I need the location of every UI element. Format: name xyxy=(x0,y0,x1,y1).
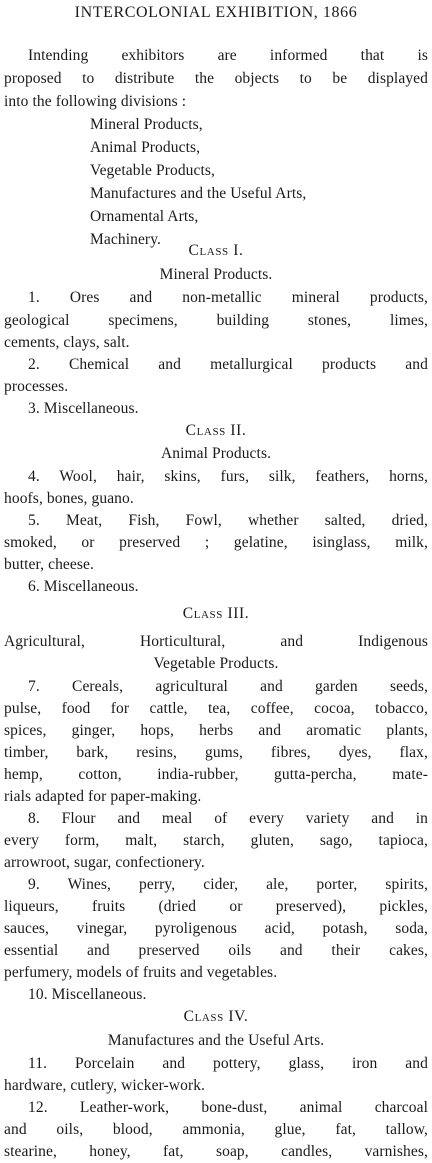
division-item: Ornamental Arts, xyxy=(90,208,199,225)
article-title: INTERCOLONIAL EXHIBITION, 1866 xyxy=(74,4,358,21)
class-item-line: 11. Porcelain and pottery, glass, iron and xyxy=(28,1055,428,1072)
class-item-line: 2. Chemical and metallurgical products and xyxy=(28,356,428,373)
class-item-line: sauces, vinegar, pyroligenous acid, potash, soda, xyxy=(4,920,428,937)
class-item-line: 3. Miscellaneous. xyxy=(28,400,139,417)
division-item: Machinery. xyxy=(90,231,162,248)
class-item-line: butter, cheese. xyxy=(4,556,94,573)
class-heading: Class I. xyxy=(188,242,244,259)
class-item-line: processes. xyxy=(4,378,69,395)
class-item-line: every form, malt, starch, gluten, sago, tapioca, xyxy=(4,832,428,849)
class-item-line: rials adapted for paper-making. xyxy=(4,788,202,805)
class-name: Vegetable Products. xyxy=(153,655,279,672)
class-heading: Class II. xyxy=(185,422,247,439)
class-item-line: perfumery, models of fruits and vegetables. xyxy=(4,964,278,981)
division-item: Mineral Products, xyxy=(90,116,203,133)
class-item-line: 7. Cereals, agricultural and garden seeds, xyxy=(28,678,428,695)
class-name: Manufactures and the Useful Arts. xyxy=(107,1032,325,1049)
class-item-line: 6. Miscellaneous. xyxy=(28,578,139,595)
division-item: Vegetable Products, xyxy=(90,162,216,179)
class-item-line: 1. Ores and non-metallic mineral products, xyxy=(28,289,428,306)
class-item-line: liqueurs, fruits (dried or preserved), pickles, xyxy=(4,898,428,915)
class-item-line: 12. Leather-work, bone-dust, animal charcoal xyxy=(28,1099,428,1116)
class-item-line: 10. Miscellaneous. xyxy=(28,986,147,1003)
division-item: Manufactures and the Useful Arts, xyxy=(90,185,307,202)
class-item-line: smoked, or preserved ; gelatine, isinglass, milk, xyxy=(4,534,428,551)
class-item-line: 4. Wool, hair, skins, furs, silk, feathers, horns, xyxy=(28,468,428,485)
class-item-line: pulse, food for cattle, tea, coffee, cocoa, tobacco, xyxy=(4,700,428,717)
class-name: Mineral Products. xyxy=(159,266,273,283)
class-item-line: cements, clays, salt. xyxy=(4,334,130,351)
class-item-line: 8. Flour and meal of every variety and in xyxy=(28,810,428,827)
class-name: Agricultural, Horticultural, and Indigenous xyxy=(4,633,428,650)
class-item-line: spices, ginger, hops, herbs and aromatic plants, xyxy=(4,722,428,739)
class-item-line: and oils, blood, ammonia, glue, fat, tallow, xyxy=(4,1121,428,1138)
class-item-line: hoofs, bones, guano. xyxy=(4,490,134,507)
division-item: Animal Products, xyxy=(90,139,201,156)
class-item-line: hemp, cotton, india-rubber, gutta-percha, mate- xyxy=(4,766,428,783)
class-item-line: geological specimens, building stones, limes, xyxy=(4,312,428,329)
class-name: Animal Products. xyxy=(160,445,272,462)
class-heading: Class III. xyxy=(182,605,250,622)
class-item-line: 9. Wines, perry, cider, ale, porter, spirits, xyxy=(28,876,428,893)
class-heading: Class IV. xyxy=(183,1008,249,1025)
class-item-line: arrowroot, sugar, confectionery. xyxy=(4,854,205,871)
class-item-line: hardware, cutlery, wicker-work. xyxy=(4,1077,206,1094)
class-item-line: timber, bark, resins, gums, fibres, dyes, flax, xyxy=(4,744,428,761)
class-item-line: stearine, honey, fat, soap, candles, varnishes, xyxy=(4,1143,428,1160)
intro-line: proposed to distribute the objects to be displayed xyxy=(4,70,428,87)
intro-line: Intending exhibitors are informed that is xyxy=(28,47,428,64)
class-item-line: essential and preserved oils and their cakes, xyxy=(4,942,428,959)
class-item-line: 5. Meat, Fish, Fowl, whether salted, dried, xyxy=(28,512,428,529)
intro-line: into the following divisions : xyxy=(4,93,187,110)
